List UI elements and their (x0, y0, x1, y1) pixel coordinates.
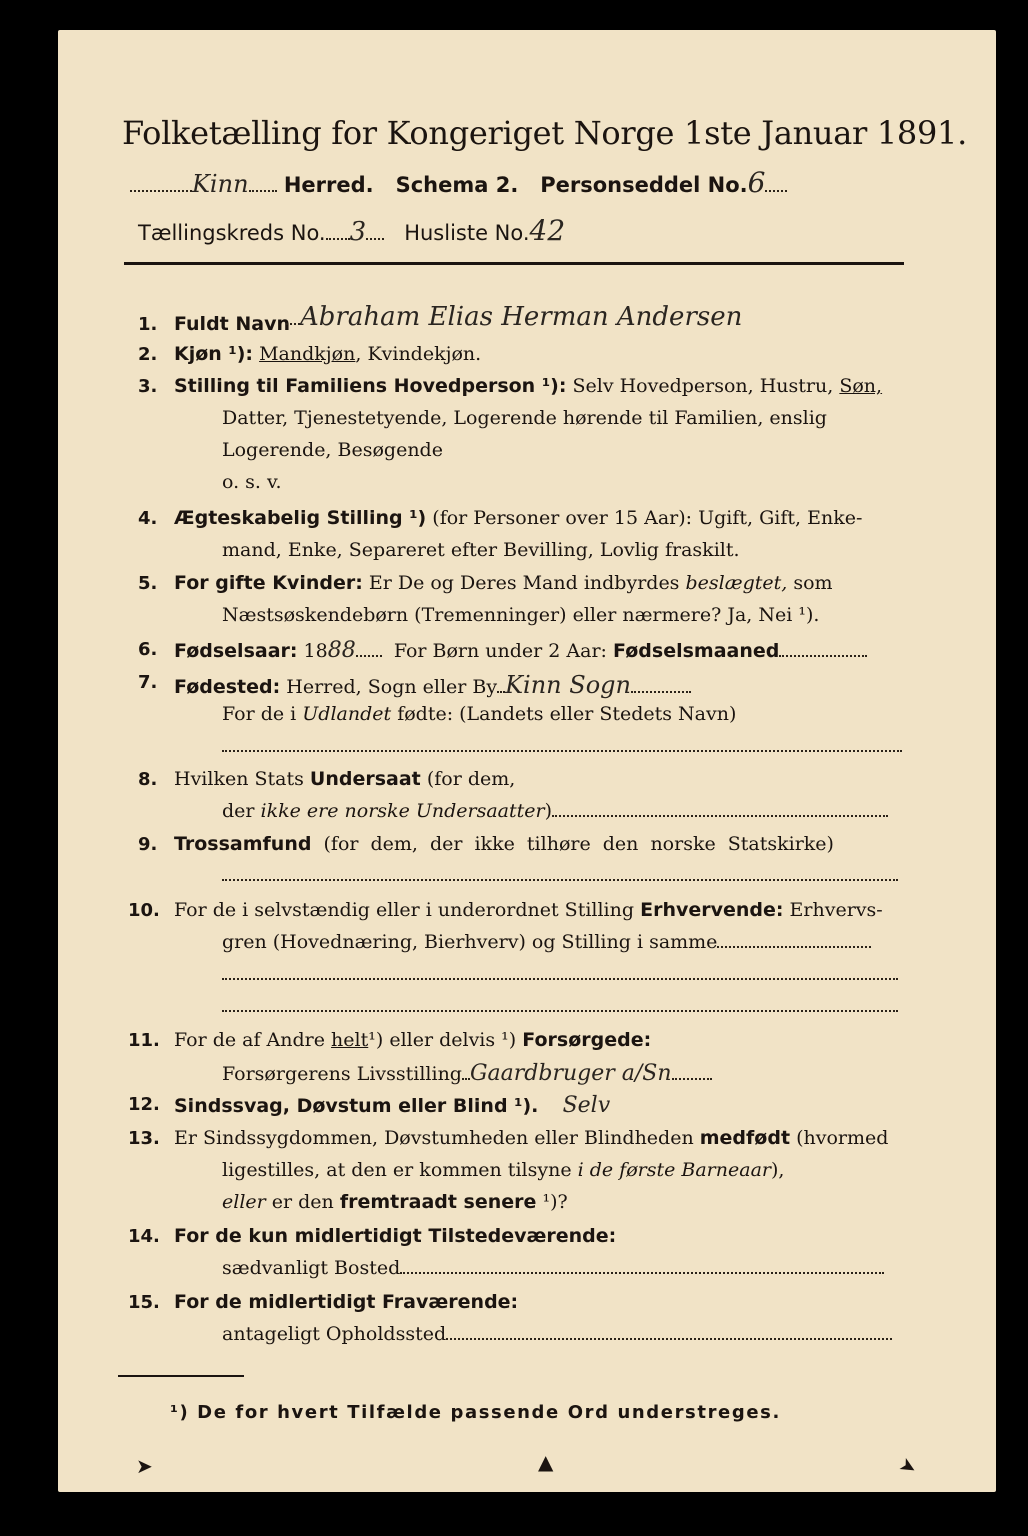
item-7-number: 7. (138, 672, 158, 693)
item-4-number: 4. (138, 508, 158, 529)
schema-label: Schema 2. (395, 173, 519, 197)
item-3-text: Selv Hovedperson, Hustru, (572, 375, 834, 397)
item-15-line2 (222, 1323, 892, 1345)
item-10-number: 10. (128, 900, 160, 921)
provider-occupation-value: Gaardbruger a/Sn (469, 1061, 672, 1086)
disability-value: Selv (562, 1093, 611, 1118)
item-8-label: Undersaat (309, 768, 421, 790)
item-12-number: 12. (128, 1094, 160, 1115)
kreds-label: Tællingskreds No. (138, 221, 326, 245)
item-9-number: 9. (138, 834, 158, 855)
item-10-label: Erhvervende: (640, 899, 784, 921)
item-10-line2-text: gren (Hovednæring, Bierhverv) og Stilling i samme (222, 931, 718, 953)
item-13-line2-i: i de første Barneaar (577, 1159, 771, 1181)
item-6-line (174, 638, 867, 663)
item-9-blank (222, 864, 898, 886)
header-rule (124, 262, 904, 265)
item-9-label: Trossamfund (174, 833, 312, 855)
form-title: Folketælling for Kongeriget Norge 1ste Januar 1891. (122, 114, 967, 152)
item-4-text: (for Personer over 15 Aar): Ugift, Gift, Enke- (432, 507, 863, 529)
item-4-line1 (174, 507, 862, 529)
item-2-line (174, 343, 481, 365)
item-9-line (174, 833, 834, 855)
item-10-text: For de i selvstændig eller i underordnet Stilling (174, 899, 635, 921)
item-7-line1 (174, 671, 691, 699)
birthplace-value: Kinn Sogn (505, 671, 631, 699)
item-10-text-b: Erhvervs- (789, 899, 883, 921)
item-12-label: Sindssvag, Døvstum eller Blind ¹). (174, 1095, 539, 1117)
item-6-text: For Børn under 2 Aar: (393, 640, 607, 662)
item-8-line2-b: ) (544, 800, 553, 822)
herred-value: Kinn (192, 170, 249, 198)
item-13-line2-b: ), (771, 1159, 785, 1181)
probable-residence-label: antageligt Opholdssted (222, 1323, 447, 1345)
item-7-line2 (222, 703, 736, 725)
item-8-line2-a: der (222, 800, 255, 822)
item-6-number: 6. (138, 639, 158, 660)
personseddel-value: 6 (747, 166, 766, 199)
item-5-number: 5. (138, 573, 158, 594)
item-3-line3: Logerende, Besøgende (222, 439, 443, 461)
husliste-value: 42 (529, 214, 566, 247)
item-5-line1 (174, 572, 833, 594)
herred-line (130, 166, 787, 199)
item-8-line2 (222, 800, 888, 822)
item-2-label: Kjøn ¹): (174, 343, 254, 365)
item-5-label: For gifte Kvinder: (174, 572, 363, 594)
item-11-line2 (222, 1061, 712, 1086)
birth-month-label: Fødselsmaaned (613, 640, 780, 662)
item-13-number: 13. (128, 1128, 160, 1149)
item-11-number: 11. (128, 1030, 160, 1051)
item-13-label: medfødt (699, 1127, 791, 1149)
footnote: ¹) De for hvert Tilfælde passende Ord understreges. (170, 1402, 781, 1423)
item-11-label: Forsørgede: (522, 1029, 652, 1051)
item-13-line3-a: er den (271, 1191, 334, 1213)
item-7-line2-a: For de i (222, 703, 297, 725)
item-11-underlined: helt (331, 1029, 369, 1051)
item-7-label: Fødested: (174, 676, 281, 698)
item-8-line2-i: ikke ere norske Undersaatter (260, 800, 545, 822)
birth-year-value: 88 (327, 638, 356, 663)
item-1-label: Fuldt Navn (174, 313, 291, 335)
item-14-line2 (222, 1257, 884, 1279)
personseddel-label: Personseddel No. (540, 173, 748, 197)
item-3-line1 (174, 375, 882, 397)
item-10-line2 (222, 931, 871, 953)
item-4-label: Ægteskabelig Stilling ¹) (174, 507, 427, 529)
item-13-text-b: (hvormed (796, 1127, 889, 1149)
item-5-italic: beslægtet, (685, 572, 788, 594)
provider-occupation-label: Forsørgerens Livsstilling (222, 1063, 462, 1085)
item-7-blank (222, 735, 902, 757)
item-2-number: 2. (138, 344, 158, 365)
herred-label: Herred. (283, 173, 374, 197)
item-8-text-b: (for dem, (426, 768, 516, 790)
item-15-number: 15. (128, 1292, 160, 1313)
item-13-line3 (222, 1191, 568, 1213)
item-1-number: 1. (138, 314, 158, 335)
item-6-label: Fødselsaar: (174, 640, 298, 662)
item-13-line2-a: ligestilles, at den er kommen tilsyne (222, 1159, 572, 1181)
item-10-blank-1 (222, 963, 898, 985)
husliste-label: Husliste No. (404, 221, 530, 245)
item-1-value-line (286, 302, 742, 332)
kreds-line (138, 214, 565, 247)
item-3-line2: Datter, Tjenestetyende, Logerende hørende til Familien, enslig (222, 407, 827, 429)
kreds-value: 3 (349, 217, 367, 247)
item-12-line (174, 1093, 610, 1118)
item-11-text: For de af Andre (174, 1029, 325, 1051)
footnote-rule (118, 1375, 244, 1377)
full-name-value: Abraham Elias Herman Andersen (300, 302, 743, 332)
item-13-line3-label: fremtraadt senere (339, 1191, 537, 1213)
item-15-label: For de midlertidigt Fraværende: (174, 1291, 519, 1313)
item-11-line1 (174, 1029, 651, 1051)
item-13-line3-i: eller (222, 1191, 266, 1213)
item-5-text: Er De og Deres Mand indbyrdes (368, 572, 680, 594)
item-13-line2 (222, 1159, 784, 1181)
item-3-label: Stilling til Familiens Hovedperson ¹): (174, 375, 567, 397)
corner-mark-left: ➤ (136, 1454, 153, 1478)
gender-other: , Kvindekjøn. (355, 343, 482, 365)
item-9-text: (for dem, der ikke tilhøre den norske Statskirke) (323, 833, 834, 855)
gender-selected: Mandkjøn (259, 343, 356, 365)
item-10-line1 (174, 899, 883, 921)
item-3-line4: o. s. v. (222, 471, 282, 493)
usual-residence-label: sædvanligt Bosted (222, 1257, 401, 1279)
item-8-number: 8. (138, 769, 158, 790)
item-8-line1 (174, 768, 515, 790)
item-14-number: 14. (128, 1226, 160, 1247)
item-5-line2: Næstsøskendebørn (Tremenninger) eller nærmere? Ja, Nei ¹). (222, 604, 820, 626)
item-7-line2-i: Udlandet (302, 703, 392, 725)
item-7-text: Herred, Sogn eller By (286, 676, 498, 698)
item-8-text: Hvilken Stats (174, 768, 304, 790)
item-7-line2-b: fødte: (Landets eller Stedets Navn) (397, 703, 737, 725)
census-form (58, 30, 996, 1492)
item-13-line3-b: ¹)? (542, 1191, 568, 1213)
item-13-line1 (174, 1127, 888, 1149)
item-11-text-b: ¹) eller delvis ¹) (368, 1029, 517, 1051)
relation-selected: Søn, (839, 375, 883, 397)
item-5-text-end: som (793, 572, 833, 594)
item-14-label: For de kun midlertidigt Tilstedeværende: (174, 1225, 617, 1247)
item-10-blank-2 (222, 995, 898, 1017)
item-13-text: Er Sindssygdommen, Døvstumheden eller Blindheden (174, 1127, 694, 1149)
item-3-number: 3. (138, 376, 158, 397)
item-4-line2: mand, Enke, Separeret efter Bevilling, Lovlig fraskilt. (222, 539, 740, 561)
corner-mark-right: ➤ (895, 1451, 922, 1481)
birth-year-prefix: 18 (303, 640, 328, 662)
corner-mark-center: ▲ (538, 1450, 554, 1474)
